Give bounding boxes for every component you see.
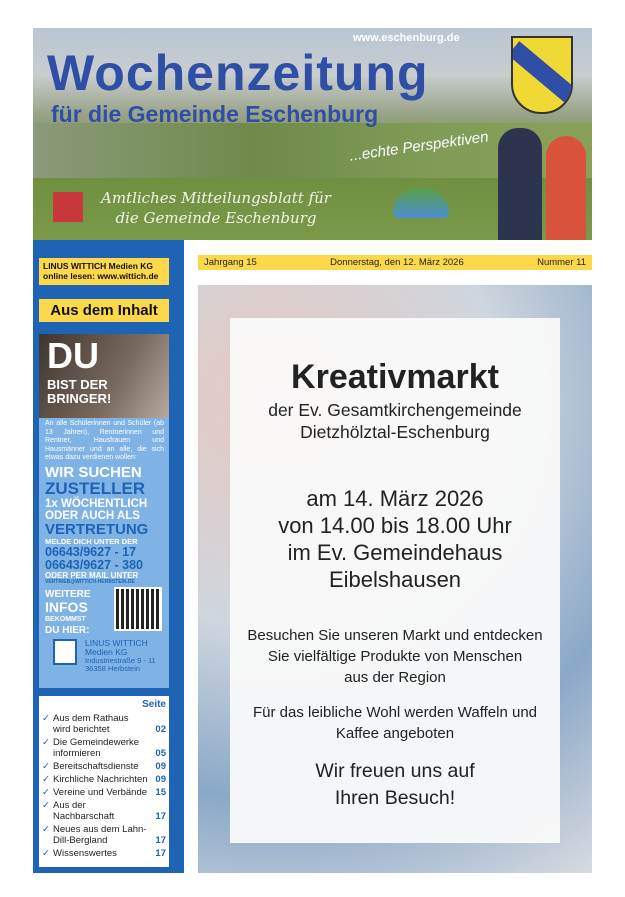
- issue-number: Nummer 11: [537, 257, 586, 268]
- official-gazette-label: [101, 188, 331, 228]
- official-line-2: die Gemeinde Eschenburg: [115, 209, 317, 227]
- toc-item-label: Neues aus dem Lahn-Dill-Bergland: [53, 824, 147, 846]
- toc-item-page: 02: [155, 724, 166, 735]
- volume: Jahrgang 15: [204, 257, 257, 268]
- poster-headline: Kreativmarkt: [291, 358, 499, 396]
- contents-heading: Aus dem Inhalt: [39, 299, 169, 322]
- issue-info-bar: [198, 255, 592, 270]
- ad-tagline: BIST DER BRINGER!: [47, 377, 112, 406]
- poster-text-2: Für das leibliche Wohl werden Waffeln und Kaffee angeboten: [252, 704, 538, 742]
- check-icon: ✓: [42, 787, 50, 798]
- toc-item-label: Die Gemeindewerke informieren: [53, 737, 140, 759]
- toc-item-label: Vereine und Verbände: [53, 787, 148, 798]
- toc-item-label: Bereitschaftsdienste: [53, 761, 139, 772]
- online-link[interactable]: online lesen: www.wittich.de: [43, 271, 159, 281]
- ad-du: DU: [47, 335, 99, 376]
- check-icon: ✓: [42, 774, 50, 785]
- toc-item-page: 15: [155, 787, 166, 798]
- issue-date: Donnerstag, den 12. März 2026: [330, 257, 464, 268]
- ad-more-info: WEITERE INFOS BEKOMMST DU HIER:: [45, 588, 91, 636]
- ad-intro: An alle Schülerinnen und Schüler (ab 13 Jahren), Rentnerinnen und Rentner, Hausfrauen und Hausmänner und an alle, die sich etwas dazu verdienen wollen:: [45, 420, 164, 461]
- qr-code-icon[interactable]: [116, 589, 160, 629]
- toc-item[interactable]: [42, 848, 166, 859]
- ad-info-row: [45, 589, 164, 636]
- hikers-photo: [488, 118, 588, 240]
- toc-item[interactable]: [42, 713, 166, 735]
- check-icon: ✓: [42, 737, 50, 748]
- toc-item-label: Wissenswertes: [53, 848, 117, 859]
- poster-text-1: Besuchen Sie unseren Markt und entdecken Sie vielfältige Produkte von Menschen aus der Region: [247, 627, 543, 686]
- toc-item-page: 09: [155, 761, 166, 772]
- wittich-logo-icon: [53, 639, 77, 665]
- coat-of-arms-icon: [511, 36, 573, 114]
- poster-closing: Wir freuen uns auf Ihren Besuch!: [315, 760, 475, 809]
- toc-item[interactable]: [42, 737, 166, 759]
- check-icon: ✓: [42, 848, 50, 859]
- masthead: [33, 28, 592, 240]
- toc-item-page: 17: [155, 848, 166, 859]
- ad-address: LINUS WITTICH Medien KG Industriestraße 9 - 11 36358 Herbstein: [85, 637, 156, 673]
- newspaper-subtitle: für die Gemeinde Eschenburg: [51, 101, 379, 127]
- poster-organizer: der Ev. Gesamtkirchengemeinde Dietzhölztal-Eschenburg: [268, 400, 522, 442]
- publisher-box: [39, 258, 169, 285]
- ad-body: WIR SUCHEN ZUSTELLER 1x WÖCHENTLICH ODER AUCH ALS VERTRETUNG MELDE DICH UNTER DER 06643/9627 - 17 06643/9627 - 380 ODER PER MAIL UNTER VERTRIEB@WITTICH-HERBSTEIN.DE: [45, 465, 164, 586]
- ad-phone-1: 06643/9627 - 17: [45, 544, 137, 559]
- toc-item-label: Aus der Nachbarschaft: [53, 800, 115, 822]
- website-url: www.eschenburg.de: [353, 32, 460, 44]
- toc-item[interactable]: [42, 774, 166, 785]
- check-icon: ✓: [42, 761, 50, 772]
- sidebar: [33, 240, 184, 873]
- toc-page-header: Seite: [142, 699, 166, 710]
- toc-item-label: Aus dem Rathaus wird berichtet: [53, 713, 129, 735]
- toc-item-page: 17: [155, 835, 166, 846]
- event-poster: [198, 285, 592, 873]
- check-icon: ✓: [42, 800, 50, 811]
- toc-item[interactable]: [42, 787, 166, 798]
- toc-item[interactable]: [42, 761, 166, 772]
- ad-phone-2: 06643/9627 - 380: [45, 557, 144, 572]
- toc-item[interactable]: [42, 824, 166, 846]
- toc-item-label: Kirchliche Nachrichten: [53, 774, 148, 785]
- publisher-name: LINUS WITTICH Medien KG: [43, 261, 154, 271]
- toc-item-page: 09: [155, 774, 166, 785]
- municipality-logo-icon: [53, 192, 83, 222]
- check-icon: ✓: [42, 713, 50, 724]
- toc-item[interactable]: [42, 800, 166, 822]
- official-line-1: Amtliches Mitteilungsblatt für: [101, 189, 331, 207]
- check-icon: ✓: [42, 824, 50, 835]
- poster-card: [230, 318, 560, 843]
- carrier-recruitment-ad: [39, 334, 169, 688]
- newspaper-title: Wochenzeitung: [47, 45, 429, 101]
- ad-email: VERTRIEB@WITTICH-HERBSTEIN.DE: [45, 579, 135, 586]
- poster-date: am 14. März 2026 von 14.00 bis 18.00 Uhr im Ev. Gemeindehaus Eibelshausen: [278, 486, 512, 592]
- slogan: ...echte Perspektiven: [348, 128, 490, 165]
- table-of-contents: [39, 696, 169, 867]
- ad-address-row: [45, 639, 164, 673]
- toc-item-page: 05: [155, 748, 166, 759]
- toc-item-page: 17: [155, 811, 166, 822]
